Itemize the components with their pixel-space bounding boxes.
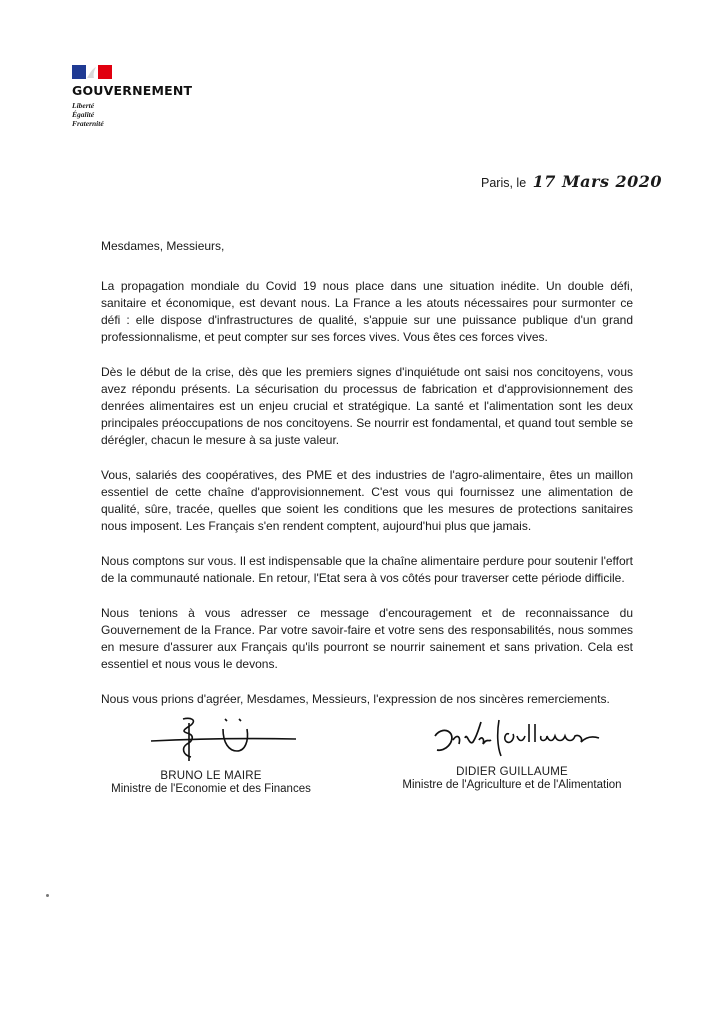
republic-motto (72, 101, 104, 128)
letter-date (481, 172, 662, 192)
salutation: Mesdames, Messieurs, (101, 239, 225, 253)
signature-block-guillaume (392, 706, 632, 791)
government-name: GOUVERNEMENT (72, 83, 193, 98)
signature-guillaume (417, 706, 607, 762)
scan-speck (46, 894, 49, 897)
paragraph: La propagation mondiale du Covid 19 nous place dans une situation inédite. Un double défi, sanitaire et économique, est devant nous. La France a les atouts nécessaires pour surmonter ce défi : elle dispose d'infrastructures de qualité, s'appuie sur une puissance publique d'un grand professionnalisme, et peut compter sur ses forces vives. Vous êtes ces forces vives. (101, 279, 633, 344)
motto-fraternite: Fraternité (72, 119, 104, 128)
motto-liberte: Liberté (72, 101, 95, 110)
motto-egalite: Égalité (72, 110, 95, 119)
paragraph: Dès le début de la crise, dès que les premiers signes d'inquiétude ont saisi nos concitoyens, vous avez répondu présents. La sécurisation du processus de fabrication et d'approvisionnement des denrées alimentaires est un enjeu crucial et stratégique. La santé et l'alimentation sont les deux principales préoccupations de nos concitoyens. Se nourrir est fondamental, et quand tout semble se dérégler, chacun le mesure à sa juste valeur. (101, 365, 633, 447)
letter-body (101, 278, 633, 726)
date-prefix: Paris, le (481, 176, 527, 190)
signatory-title: Ministre de l'Economie et des Finances (111, 783, 311, 795)
marianne-flag-icon (72, 63, 112, 81)
paragraph: Nous comptons sur vous. Il est indispensable que la chaîne alimentaire perdure pour soutenir l'effort de la communauté nationale. En retour, l'Etat sera à vos côtés pour traverser cette période difficile. (101, 554, 633, 585)
signatory-title: Ministre de l'Agriculture et de l'Alimentation (402, 779, 622, 791)
closing-paragraph: Nous vous prions d'agréer, Mesdames, Messieurs, l'expression de nos sincères remerciements. (101, 692, 610, 706)
signature-le-maire (111, 711, 311, 766)
signatory-name: DIDIER GUILLAUME (456, 766, 568, 778)
signature-block-le-maire (101, 711, 321, 795)
signatory-name: BRUNO LE MAIRE (160, 770, 262, 782)
handwritten-date: 17 Mars 2020 (532, 172, 663, 191)
paragraph: Nous tenions à vous adresser ce message d'encouragement et de reconnaissance du Gouvernement de la France. Par votre savoir-faire et votre sens des responsabilités, nous sommes en mesure d'assurer aux Français qu'ils pourront se nourrir sainement et sans privation. Cela est essentiel et nous vous le devons. (101, 606, 633, 671)
paragraph: Vous, salariés des coopératives, des PME et des industries de l'agro-alimentaire, êtes un maillon essentiel de cette chaîne d'approvisionnement. C'est vous qui fournissez une alimentation de qualité, sûre, tracée, quelles que soient les conditions que les mesures de protections sanitaires nous imposent. Les Français s'en rendent comptent, aujourd'hui plus que jamais. (101, 468, 633, 533)
